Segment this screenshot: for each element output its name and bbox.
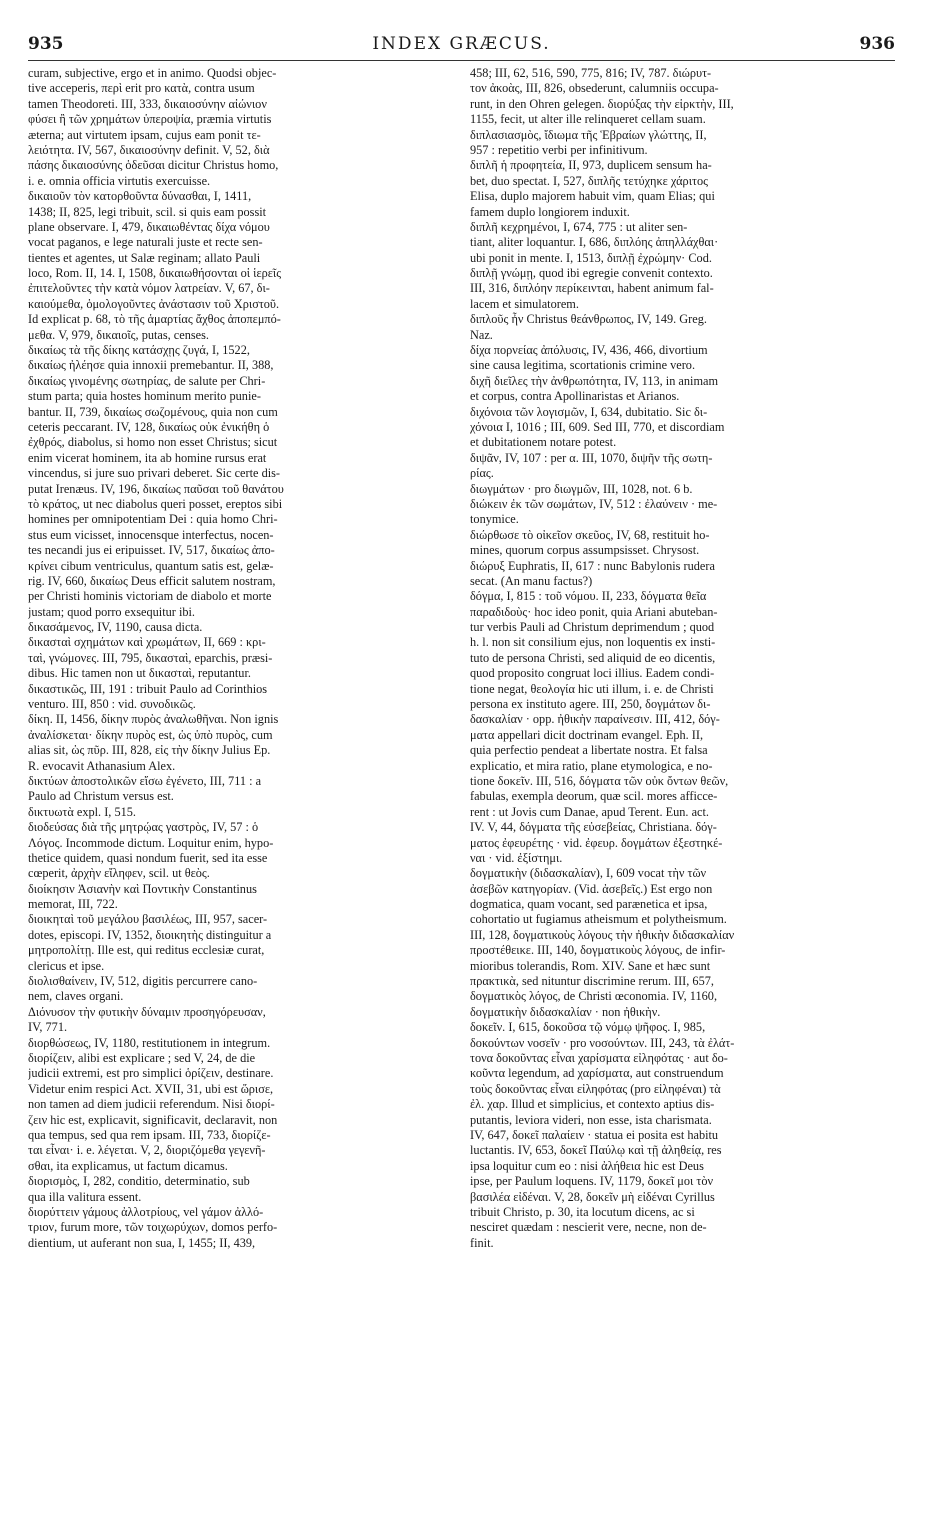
page-header bbox=[28, 34, 895, 58]
text-line: secat. (An manu factus?) bbox=[470, 573, 593, 588]
text-line: IV, 771. bbox=[28, 1020, 68, 1035]
text-line: quod proposito congruat loci illius. Eadem condi- bbox=[470, 666, 715, 681]
text-line: nem, claves organi. bbox=[28, 989, 124, 1004]
text-line: putantis, leviora videri, non esse, ista charismata. bbox=[470, 1112, 712, 1127]
text-line: διοικηταὶ τοῦ μεγάλου βασιλέως, III, 957, sacer- bbox=[28, 912, 268, 927]
text-line: δικασάμενος, IV, 1190, causa dicta. bbox=[28, 620, 203, 635]
text-line: quia perfectio pendeat a libertate nostra. Et falsa bbox=[470, 743, 708, 758]
text-line: sine causa legitima, scortationis crimine vero. bbox=[470, 358, 696, 373]
text-line: non tamen ad diem judicii referendum. Nisi διορί- bbox=[28, 1097, 275, 1112]
text-line: famem duplo longiorem induxit. bbox=[470, 204, 630, 219]
text-line: IV. V, 44, δόγματα τῆς εὐσεβείας, Christiana. δόγ- bbox=[470, 820, 717, 835]
text-line: ταὶ, γνώμονες. III, 795, δικασταὶ, eparchis, præsi- bbox=[28, 650, 273, 665]
text-line: δοκούντων νοσεῖν · pro νοσούντων. III, 243, τὰ ἐλάτ- bbox=[470, 1035, 735, 1050]
text-line: ἀναλίσκεται· δίκην πυρὸς est, ὡς ὑπὸ πυρὸς, cum bbox=[28, 727, 273, 742]
text-line: qua illa valitura essent. bbox=[28, 1189, 142, 1204]
page-number-right: 936 bbox=[859, 34, 895, 54]
text-line: ipse, per Paulum loquens. IV, 1179, δοκεῖ μοι τὸν bbox=[470, 1174, 714, 1189]
text-line: qua tempus, sed qua rem ipsam. III, 733, διορίζε- bbox=[28, 1127, 271, 1142]
text-line: judicii extremi, est pro simplici ὁρίζειν, destinare. bbox=[28, 1066, 274, 1081]
text-line: enim vicerat hominem, ita ab homine rursus erat bbox=[28, 450, 267, 465]
text-line: R. evocavit Athanasium Alex. bbox=[28, 758, 176, 773]
text-line: tamen Theodoreti. III, 333, δικαιοσύνην αἰώνιον bbox=[28, 96, 267, 111]
text-line: ρίας. bbox=[470, 466, 494, 481]
text-line: καιούμεθα, ὁμολογοῦντες ἀνάστασιν τοῦ Χριστοῦ. bbox=[28, 296, 280, 311]
text-line: rent : ut Jovis cum Danae, apud Terent. Eun. act. bbox=[470, 804, 709, 819]
text-line: tiant, aliter loquantur. I, 686, διπλόης ἀπηλλάχθαι· bbox=[470, 235, 719, 250]
text-line: πρακτικὰ, sed nituntur discrimine rerum. III, 657, bbox=[470, 974, 714, 989]
text-line: tione δοκεῖν. III, 516, δόγματα τῶν οὐκ ὄντων θεῶν, bbox=[470, 773, 729, 788]
text-line: πάσης δικαιοσύνης ὁδεῦσαι dicitur Christus homo, bbox=[28, 158, 279, 173]
text-line: δοκεῖν. I, 615, δοκοῦσα τῷ νόμῳ ψῆφος. I, 985, bbox=[470, 1020, 706, 1035]
text-line: δικαιοῦν τὸν κατορθοῦντα δύνασθαι, I, 1411, bbox=[28, 189, 252, 204]
text-line: κοῦντα legendum, ad χαρίσματα, aut construendum bbox=[470, 1066, 724, 1081]
text-line: stum parta; quia hostes hominum merito punie- bbox=[28, 389, 261, 404]
text-line: tur verbis Pauli ad Christum deprimendum ; quod bbox=[470, 620, 715, 635]
text-line: h. l. non sit consilium ejus, non loquentis ex insti- bbox=[470, 635, 716, 650]
running-title: INDEX GRÆCUS. bbox=[372, 34, 551, 54]
text-line: ipsa loquitur cum eo : nisi ἀλήθεια hic est Deus bbox=[470, 1158, 704, 1173]
text-line: ναι · vid. ἐξίστημι. bbox=[470, 850, 563, 865]
text-line: τον ἀκοὰς, III, 826, obsederunt, calumniis occupa- bbox=[470, 81, 719, 96]
text-line: δογματικὴν διδασκαλίαν · non ἠθικὴν. bbox=[470, 1004, 661, 1019]
text-line: rig. IV, 660, δικαίως Deus efficit salutem nostram, bbox=[28, 573, 276, 588]
text-line: vocat paganos, e lege naturali juste et recte sen- bbox=[28, 235, 263, 250]
text-line: III, 316, διπλόην περίκεινται, habent animum fal- bbox=[470, 281, 714, 296]
text-line: διορύττειν γάμους ἀλλοτρίους, vel γάμον ἀλλό- bbox=[28, 1204, 264, 1219]
text-line: ζειν hic est, explicavit, significavit, declaravit, non bbox=[28, 1112, 278, 1127]
text-line: δικαστικῶς, III, 191 : tribuit Paulo ad Corinthios bbox=[28, 681, 268, 696]
text-line: dibus. Hic tamen non ut δικασταὶ, reputantur. bbox=[28, 666, 251, 681]
text-line: luctantis. IV, 653, δοκεῖ Παύλῳ καὶ τῇ ἀληθείᾳ, res bbox=[470, 1143, 722, 1158]
text-line: τριον, furum more, τῶν τοιχωρύχων, domos perfo- bbox=[28, 1220, 278, 1235]
text-line: ται εἶναι· i. e. λέγεται. V, 2, διοριζόμεθα γεγενῆ- bbox=[28, 1143, 266, 1158]
text-line: διπλῇ γνώμῃ, quod ibi egregie convenit contexto. bbox=[470, 266, 713, 281]
text-line: διψᾶν, IV, 107 : per α. III, 1070, διψῆν τῆς σωτη- bbox=[470, 450, 713, 465]
text-line: cœperit, ἀρχὴν εἴληφεν, scil. ut θεὸς. bbox=[28, 866, 210, 881]
text-line: et dubitationem notare potest. bbox=[470, 435, 617, 450]
text-line: σθαι, ita explicamus, ut factum dicamus. bbox=[28, 1158, 228, 1173]
text-line: δικαίως γινομένης σωτηρίας, de salute per Chri- bbox=[28, 373, 266, 388]
text-line: διπλοῦς ἦν Christus θεάνθρωπος, IV, 149. Greg. bbox=[470, 312, 707, 327]
text-line: Naz. bbox=[470, 327, 493, 342]
page-number-left: 935 bbox=[28, 34, 64, 54]
text-line: δικασταὶ σχημάτων καὶ χρωμάτων, II, 669 : κρι- bbox=[28, 635, 266, 650]
text-line: III, 128, δογματικοὺς λόγους τὴν ἠθικὴν διδασκαλίαν bbox=[470, 927, 735, 942]
text-line: dotes, episcopi. IV, 1352, διοικητὴς distinguitur a bbox=[28, 927, 272, 942]
text-line: tientes et agentes, ut Salæ reginam; allato Pauli bbox=[28, 250, 261, 265]
text-line: Διόνυσον τὴν φυτικὴν δύναμιν προσηγόρευσαν, bbox=[28, 1004, 266, 1019]
text-line: finit. bbox=[470, 1235, 494, 1250]
text-line: tione negat, θεολογία hic uti illum, i. e. de Christi bbox=[470, 681, 714, 696]
text-line: δόγμα, I, 815 : τοῦ νόμου. II, 233, δόγματα θεῖα bbox=[470, 589, 707, 604]
text-line: διορίζειν, alibi est explicare ; sed V, 24, de die bbox=[28, 1051, 256, 1065]
text-line: διπλῆ κεχρημένοι, I, 674, 775 : ut aliter sen- bbox=[470, 219, 688, 234]
text-line: mines, quorum corpus assumpsisset. Chrysost. bbox=[470, 543, 700, 558]
text-line: δικαίως τὰ τῆς δίκης κατάσχῃς ζυγά, I, 1522, bbox=[28, 343, 250, 358]
text-line: διοίκησιν Ἀσιανὴν καὶ Ποντικὴν Constantinus bbox=[28, 881, 257, 896]
text-line: δικαίως ἠλέησε quia innoxii premebantur. II, 388, bbox=[28, 358, 274, 373]
text-line: explicatio, et mira ratio, plane etymologica, e no- bbox=[470, 758, 713, 773]
text-line: dientium, ut auferant non sua, I, 1455; II, 439, bbox=[28, 1235, 256, 1250]
text-line: φύσει ἢ τῶν χρημάτων ὑπεροψία, præmia virtutis bbox=[28, 112, 272, 127]
text-line: τὸ κράτος, ut nec diabolus queri posset, ereptos sibi bbox=[28, 496, 283, 511]
text-line: per Christi hominis victoriam de diabolo et morte bbox=[28, 589, 272, 604]
text-line: bet, duo spectat. I, 527, διπλῆς τετύχηκε χάριτος bbox=[470, 173, 708, 188]
text-line: διορισμὸς, I, 282, conditio, determinatio, sub bbox=[28, 1174, 250, 1189]
text-line: cohortatio ut fugiamus atheismum et polytheismum. bbox=[470, 912, 727, 927]
text-line: τονα δοκοῦντας εἶναι χαρίσματα εἰληφότας · aut δο- bbox=[470, 1051, 728, 1065]
text-line: Paulo ad Christum versus est. bbox=[28, 789, 174, 804]
text-line: Videtur enim respici Act. XVII, 31, ubi est ὥρισε, bbox=[28, 1081, 274, 1096]
text-line: Λόγος. Incommode dictum. Loquitur enim, hypo- bbox=[28, 835, 274, 850]
left-column bbox=[28, 66, 453, 1251]
text-line: tes necandi jus ei eripuisset. IV, 517, δικαίως ἀπο- bbox=[28, 543, 275, 558]
text-line: putat Irenæus. IV, 196, δικαίως παῦσαι τοῦ θανάτου bbox=[28, 481, 284, 496]
text-line: διώρθωσε τὸ οἰκεῖον σκεῦος, IV, 68, restituit ho- bbox=[470, 527, 710, 542]
text-line: διώκειν ἐκ τῶν σωμάτων, IV, 512 : ἐλαύνειν · me- bbox=[470, 496, 718, 511]
text-line: homines per omnipotentiam Dei : quia homo Chri- bbox=[28, 512, 278, 527]
text-line: ἐχθρός, diabolus, si homo non esset Christus; sicut bbox=[28, 435, 278, 450]
text-line: 957 : repetitio verbi per infinitivum. bbox=[470, 142, 648, 157]
text-line: βασιλέα εἰδέναι. V, 28, δοκεῖν μὴ εἰδέναι Cyrillus bbox=[470, 1189, 715, 1204]
text-line: 1155, fecit, ut alter ille relinqueret cellam suam. bbox=[470, 112, 706, 127]
text-line: διχόνοια τῶν λογισμῶν, I, 634, dubitatio. Sic δι- bbox=[470, 404, 708, 419]
text-line: bantur. II, 739, δικαίως σωζομένους, quia non cum bbox=[28, 404, 278, 419]
text-line: λειότητα. IV, 567, δικαιοσύνην definit. V, 52, διὰ bbox=[28, 142, 270, 157]
text-line: διχῆ διεῖλες τὴν ἀνθρωπότητα, IV, 113, in animam bbox=[470, 373, 719, 388]
right-column bbox=[470, 66, 895, 1251]
text-line: tive acceperis, περὶ erit pro κατὰ, contra usum bbox=[28, 81, 255, 96]
text-line: plane observare. I, 479, δικαιωθέντας δίχα νόμου bbox=[28, 219, 270, 234]
text-line: διώρυξ Euphratis, II, 617 : nunc Babylonis rudera bbox=[470, 558, 715, 573]
text-line: memorat, III, 722. bbox=[28, 897, 118, 912]
text-line: ἐλ. χαρ. Illud et simplicius, et contexto aptius dis- bbox=[470, 1097, 715, 1112]
text-line: μητροπολίτῃ. Ille est, qui reditus ecclesiæ curat, bbox=[28, 943, 265, 958]
text-line: tonymice. bbox=[470, 512, 519, 527]
text-line: loco, Rom. II, 14. I, 1508, δικαιωθήσονται οἱ ἱερεῖς bbox=[28, 266, 282, 281]
text-line: dogmatica, quam vocant, sed parænetica et ipsa, bbox=[470, 897, 708, 912]
text-line: ceteris peccarant. IV, 128, δικαίως οὐκ ἐνικήθη ὁ bbox=[28, 419, 270, 434]
text-line: παραδιδοὺς· hoc ideo ponit, quia Ariani abuteban- bbox=[470, 604, 718, 619]
text-line: ubi ponit in mente. I, 1513, διπλῇ ἐχρώμην· Cod. bbox=[470, 250, 712, 265]
text-line: διωγμάτων · pro διωγμῶν, III, 1028, not. 6 b. bbox=[470, 481, 693, 496]
text-line: διπλασιασμὸς, ἴδιωμα τῆς Ἑβραίων γλώττης, II, bbox=[470, 127, 707, 142]
text-line: κρίνει cibum ventriculus, quantum satis est, gelæ- bbox=[28, 558, 274, 573]
text-line: ἐπιτελοῦντες τὴν κατὰ νόμον λατρείαν. V, 67, δι- bbox=[28, 281, 270, 296]
text-line: fabulas, exempla deorum, quæ scil. mores afficce- bbox=[470, 789, 718, 804]
text-line: δασκαλίαν · opp. ἠθικὴν παραίνεσιν. III, 412, δόγ- bbox=[470, 712, 720, 727]
text-line: διπλῆ ἡ προφητεία, II, 973, duplicem sensum ha- bbox=[470, 158, 712, 173]
text-line: thetice quidem, quasi nondum fuerit, sed ita esse bbox=[28, 850, 268, 865]
text-line: Id explicat p. 68, τὸ τῆς ἁμαρτίας ἄχθος ἀποπεμπό- bbox=[28, 312, 281, 327]
text-line: διορθώσεως, IV, 1180, restitutionem in integrum. bbox=[28, 1035, 271, 1050]
text-line: lacem et simulatorem. bbox=[470, 296, 579, 311]
text-line: 458; III, 62, 516, 590, 775, 816; IV, 787. διώρυτ- bbox=[470, 66, 712, 80]
text-line: δίκη. II, 1456, δίκην πυρὸς ἀναλωθῆναι. Non ignis bbox=[28, 712, 279, 727]
text-line: διοδεύσας διὰ τῆς μητρῴας γαστρὸς, IV, 57 : ὁ bbox=[28, 820, 259, 835]
text-line: διολισθαίνειν, IV, 512, digitis percurrere cano- bbox=[28, 974, 258, 989]
text-line: IV, 647, δοκεῖ παλαίειν · statua ei posita est habitu bbox=[470, 1127, 719, 1142]
text-line: δογματικὸς λόγος, de Christi œconomia. IV, 1160, bbox=[470, 989, 718, 1004]
text-line: τοὺς δοκοῦντας εἶναι εἰληφότας (pro εἰληφέναι) τὰ bbox=[470, 1081, 721, 1096]
text-line: tuto de persona Christi, sed aliquid de eo dicentis, bbox=[470, 650, 716, 665]
header-rule bbox=[28, 60, 895, 61]
text-line: δικτυωτὰ expl. I, 515. bbox=[28, 804, 136, 819]
text-line: μεθα. V, 979, δικαιοῖς, putas, censes. bbox=[28, 327, 209, 342]
text-line: δικτύων ἀποστολικῶν εἴσω ἐγένετο, III, 711 : a bbox=[28, 773, 262, 788]
text-line: venturo. III, 850 : vid. συνοδικῶς. bbox=[28, 697, 196, 712]
text-line: δίχα πορνείας ἀπόλυσις, IV, 436, 466, divortium bbox=[470, 343, 708, 358]
text-line: clericus et ipse. bbox=[28, 958, 105, 973]
text-line: alias sit, ὡς πῦρ. III, 828, εἰς τὴν δίκην Julius Ep. bbox=[28, 743, 271, 758]
text-line: runt, in den Ohren gelegen. διορύξας τὴν εἱρκτὴν, III, bbox=[470, 96, 734, 111]
text-line: persona ex instituto agere. III, 250, δογμάτων δι- bbox=[470, 697, 711, 712]
text-line: 1438; II, 825, legi tribuit, scil. si quis eam possit bbox=[28, 204, 267, 219]
text-line: mioribus tolerandis, Rom. XIV. Sane et hæc sunt bbox=[470, 958, 711, 973]
text-line: ματα appellari dicit doctrinam evangel. Eph. II, bbox=[470, 727, 704, 742]
text-line: et corpus, contra Apollinaristas et Arianos. bbox=[470, 389, 680, 404]
text-line: vincendus, si jure suo privari deberet. Sic certe dis- bbox=[28, 466, 281, 481]
text-line: Elisa, duplo majorem habuit vim, quam Elias; qui bbox=[470, 189, 715, 204]
text-line: tribuit Christo, p. 30, ita locutum dicens, ac si bbox=[470, 1204, 695, 1219]
text-line: i. e. omnia officia virtutis exercuisse. bbox=[28, 173, 211, 188]
text-line: stus eum vicisset, innocensque interfectus, nocen- bbox=[28, 527, 274, 542]
text-line: χόνοια I, 1016 ; III, 609. Sed III, 770, et discordiam bbox=[470, 419, 725, 434]
text-line: æterna; aut virtutem ipsam, cujus eam ponit τε- bbox=[28, 127, 261, 142]
text-line: curam, subjective, ergo et in animo. Quodsi objec- bbox=[28, 66, 277, 80]
text-line: προστέθεικε. III, 140, δογματικοὺς λόγους, de infir- bbox=[470, 943, 726, 958]
text-line: δογματικὴν (διδασκαλίαν), I, 609 vocat τὴν τῶν bbox=[470, 866, 707, 881]
text-line: nesciret quædam : nescierit vere, necne, non de- bbox=[470, 1220, 707, 1235]
text-line: ἀσεβῶν κατηγορίαν. (Vid. ἀσεβεῖς.) Est ergo non bbox=[470, 881, 713, 896]
text-line: justam; quod porro exsequitur ibi. bbox=[28, 604, 196, 619]
text-line: ματος ἐφευρέτης · vid. ἐφευρ. δογμάτων ἐξεστηκέ- bbox=[470, 835, 723, 850]
